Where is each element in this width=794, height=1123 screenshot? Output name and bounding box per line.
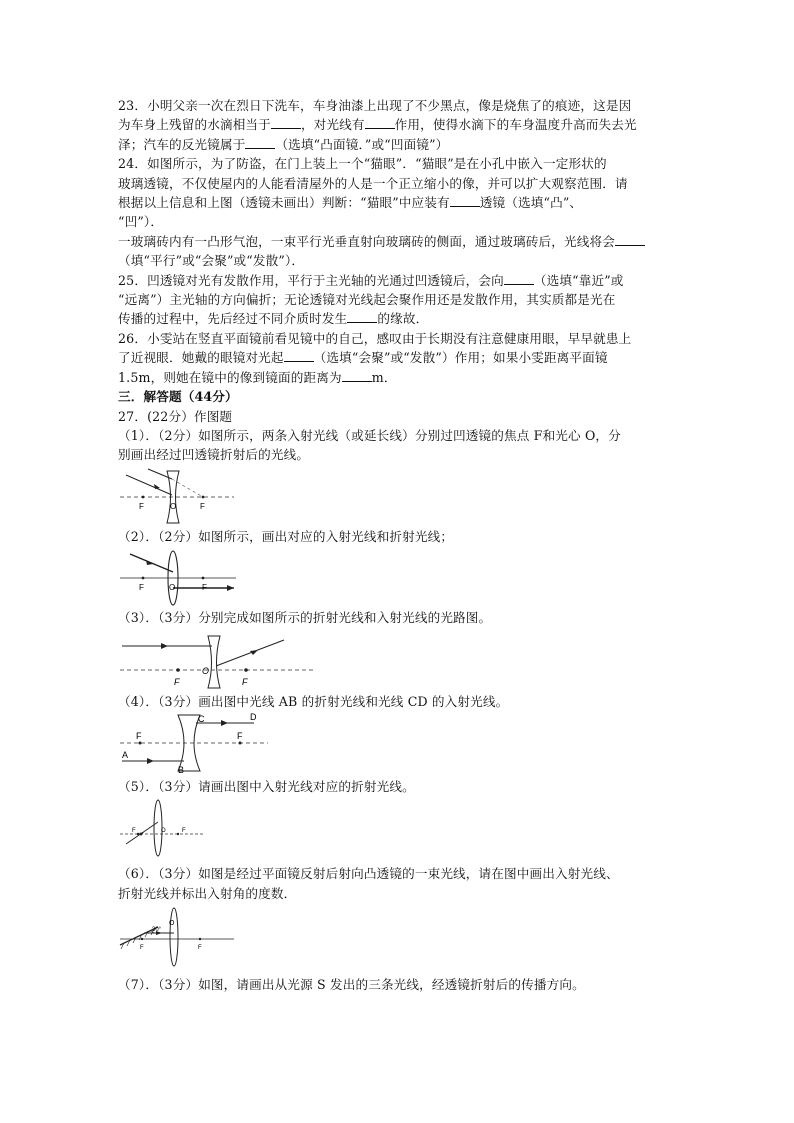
q27-part6-line1: （6）．（3分）如图是经过平面镜反射后射向凸透镜的一束光线，请在图中画出入射光线、 bbox=[118, 866, 619, 882]
arrow-icon bbox=[250, 650, 258, 655]
arrow-icon bbox=[139, 832, 144, 836]
q26-text: （选填“会聚”或“发散”）作用；如果小雯距离平面镜 bbox=[313, 350, 608, 366]
q25-text: 的缘故． bbox=[377, 311, 429, 327]
q24-line4 bbox=[118, 212, 683, 231]
q27-part7: （7）．（3分）如图，请画出从光源 S 发出的三条光线，经透镜折射后的传播方向。 bbox=[118, 977, 585, 993]
q26-text: 26．小雯站在竖直平面镜前看见镜中的自己，感叹由于长期没有注意健康用眼，早早就患上 bbox=[118, 330, 632, 346]
focus-point bbox=[202, 495, 205, 498]
answer-blank[interactable] bbox=[365, 116, 395, 129]
arrow-icon bbox=[147, 758, 154, 764]
focus-point bbox=[202, 577, 205, 580]
q27-part4: （4）．（3分）画出图中光线 AB 的折射光线和光线 CD 的入射光线。 bbox=[118, 693, 509, 709]
q25-line2 bbox=[118, 290, 683, 309]
incident-ray bbox=[126, 475, 172, 495]
q23-line3 bbox=[118, 135, 683, 154]
focus-point bbox=[139, 741, 142, 744]
q23-text: 作用，使得水滴下的车身温度升高而失去光 bbox=[394, 117, 637, 133]
focus-point bbox=[142, 577, 145, 580]
focus-label: F bbox=[200, 501, 205, 511]
light-ray bbox=[130, 554, 173, 572]
q25-text: “远离”）主光轴的方向偏折；无论透镜对光线起会聚作用还是发散作用，其实质都是光在 bbox=[118, 292, 616, 308]
focus-label: F bbox=[136, 730, 142, 741]
figure-2-convex-lens bbox=[118, 548, 238, 606]
q24-line2 bbox=[118, 174, 683, 193]
q27-part2: （2）．（2分）如图所示，画出对应的入射光线和折射光线； bbox=[118, 528, 454, 544]
focus-label: F bbox=[139, 583, 144, 593]
focus-point bbox=[177, 833, 179, 835]
figure-4-concave-lens bbox=[118, 713, 273, 775]
document-page bbox=[118, 96, 683, 995]
focus-point bbox=[244, 668, 248, 672]
center-label: O bbox=[170, 501, 177, 511]
focus-point bbox=[137, 833, 139, 835]
focus-label: F bbox=[198, 945, 202, 952]
q24-line3 bbox=[118, 193, 683, 212]
answer-blank[interactable] bbox=[342, 369, 372, 382]
figure-5-convex-lens bbox=[118, 798, 208, 858]
concave-lens-icon bbox=[208, 636, 220, 688]
center-label: O bbox=[169, 920, 175, 928]
focus-label: F bbox=[139, 501, 144, 511]
arrow-icon bbox=[154, 484, 160, 489]
focus-point bbox=[239, 741, 242, 744]
angle-label: 30° bbox=[152, 927, 162, 934]
point-label-a: A bbox=[122, 749, 129, 760]
q26-line2 bbox=[118, 348, 683, 367]
focus-label: F bbox=[237, 730, 243, 741]
figure-3-concave-lens bbox=[118, 630, 318, 690]
q27-part1-line1: （1）．（2分）如图所示，两条入射光线（或延长线）分别过凹透镜的焦点 F和光心 O，分 bbox=[118, 427, 621, 443]
focus-label: F bbox=[202, 583, 207, 593]
q23-text: ，对光线有 bbox=[300, 117, 365, 133]
figure-1-concave-lens bbox=[118, 467, 238, 525]
q24-text: “凹”）． bbox=[118, 214, 164, 230]
q25-text: 25．凹透镜对光有发散作用，平行于主光轴的光通过凹透镜后，会向 bbox=[118, 272, 504, 288]
q25-line1 bbox=[118, 271, 683, 290]
answer-blank[interactable] bbox=[450, 194, 480, 207]
arrow-icon bbox=[221, 720, 228, 726]
q25-text: （选填“靠近”或 bbox=[533, 272, 624, 288]
q25-line3 bbox=[118, 309, 683, 328]
focus-label: F bbox=[132, 828, 136, 835]
answer-blank[interactable] bbox=[504, 272, 534, 285]
q24-text: （填“平行”或“会聚”或“发散”）． bbox=[118, 253, 305, 269]
answer-blank[interactable] bbox=[347, 310, 377, 323]
center-label: O bbox=[169, 583, 176, 593]
center-label: O bbox=[202, 665, 210, 676]
q26-line1 bbox=[118, 329, 683, 348]
q27-part6-line2: 折射光线并标出入射角的度数． bbox=[118, 885, 297, 901]
q24-line1 bbox=[118, 154, 683, 173]
q27-heading: 27．(22分）作图题 bbox=[118, 408, 233, 424]
arrow-icon bbox=[161, 643, 168, 649]
answer-blank[interactable] bbox=[271, 116, 301, 129]
q27-part1-line2: 别画出经过凹透镜折射后的光线。 bbox=[118, 447, 310, 463]
answer-blank[interactable] bbox=[615, 233, 645, 246]
q23-text: 为车身上残留的水滴相当于 bbox=[118, 117, 271, 133]
focus-point bbox=[176, 668, 180, 672]
focus-point bbox=[141, 938, 143, 940]
center-label: O bbox=[161, 828, 166, 835]
q23-text: 23．小明父亲一次在烈日下洗车，车身油漆上出现了不少黑点，像是烧焦了的痕迹，这是因 bbox=[118, 98, 632, 113]
focus-label: F bbox=[140, 945, 144, 952]
answer-blank[interactable] bbox=[245, 136, 275, 149]
focus-label: F bbox=[182, 828, 186, 835]
focus-label: F bbox=[174, 676, 180, 687]
q24-text: 一玻璃砖内有一凸形气泡，一束平行光垂直射向玻璃砖的侧面，通过玻璃砖后，光线将会 bbox=[118, 233, 616, 249]
point-label-d: D bbox=[250, 712, 257, 722]
q24-line6 bbox=[118, 251, 683, 270]
q26-text: 1.5m，则她在镜中的像到镜面的距离为 bbox=[118, 369, 342, 385]
answer-blank[interactable] bbox=[284, 349, 314, 362]
q23-line2 bbox=[118, 115, 683, 134]
q25-text: 传播的过程中，先后经过不同介质时发生 bbox=[118, 311, 348, 327]
q23-text: 泽；汽车的反光镜属于 bbox=[118, 136, 246, 152]
q24-text: 玻璃透镜，不仅使屋内的人能看清屋外的人是一个正立缩小的像，并可以扩大观察范围．请 bbox=[118, 175, 628, 191]
q23-text: （选填“凸面镜．”或“凹面镜”） bbox=[275, 136, 449, 152]
refracted-ray bbox=[216, 640, 284, 666]
q24-text: 24．如图所示，为了防盗，在门上装上一个“猫眼”．“猫眼”是在小孔中嵌入一定形状的 bbox=[118, 156, 607, 172]
figure-6-mirror-and-lens bbox=[118, 905, 238, 969]
focus-point bbox=[142, 495, 145, 498]
point-label-c: C bbox=[198, 713, 205, 724]
q27-part3: （3）．（3分）分别完成如图所示的折射光线和入射光线的光路图。 bbox=[118, 610, 492, 626]
focus-label: F bbox=[242, 676, 248, 687]
q24-text: 根据以上信息和上图（透镜未画出）判断：“猫眼”中应装有 bbox=[118, 195, 450, 211]
q24-line5 bbox=[118, 232, 683, 251]
convex-lens-icon bbox=[170, 908, 178, 966]
arrow-icon bbox=[227, 585, 234, 591]
focus-point bbox=[199, 938, 201, 940]
q26-text: m． bbox=[371, 369, 397, 385]
q23-line1 bbox=[118, 96, 683, 115]
q27-part5: （5）．（3分）请画出图中入射光线对应的折射光线。 bbox=[118, 778, 415, 794]
q26-line3 bbox=[118, 368, 683, 387]
q26-text: 了近视眼．她戴的眼镜对光起 bbox=[118, 350, 284, 366]
point-label-b: B bbox=[178, 764, 185, 775]
section-heading: 三．解答题（44分） bbox=[118, 389, 238, 405]
q24-text: 透镜（选填“凸”、 bbox=[479, 195, 583, 211]
